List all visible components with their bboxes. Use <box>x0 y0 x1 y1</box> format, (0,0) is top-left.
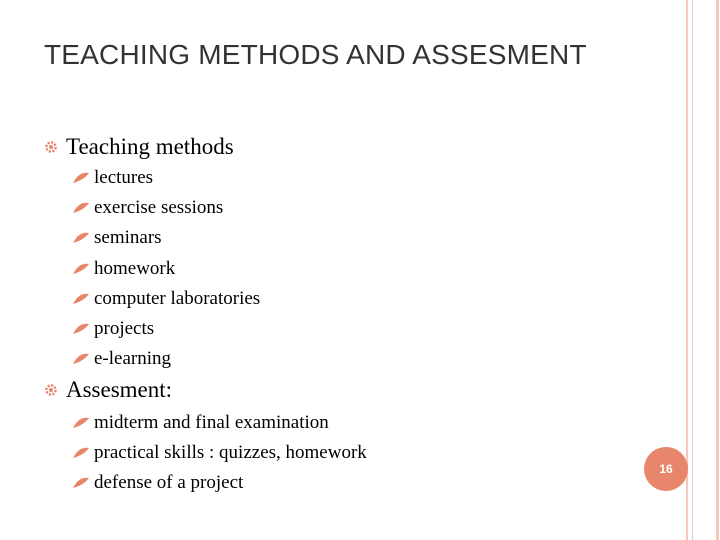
list-item-text: midterm and final examination <box>94 412 329 433</box>
list-item-text: defense of a project <box>94 472 244 494</box>
feather-icon <box>72 416 90 430</box>
section-heading-item <box>40 376 640 404</box>
assesment-list <box>40 408 367 499</box>
list-item <box>40 254 260 284</box>
list-item-text: seminars <box>94 227 162 249</box>
decorative-line <box>692 0 693 540</box>
feather-icon <box>72 446 90 460</box>
feather-icon <box>72 171 90 185</box>
list-item-text: exercise sessions <box>94 197 224 219</box>
list-item <box>40 408 367 438</box>
section-teaching-methods <box>40 133 640 161</box>
decorative-line <box>686 0 688 540</box>
slide-title: TEACHING METHODS AND ASSESMENT <box>44 39 587 70</box>
list-item-text: e-learning <box>94 348 172 370</box>
section-heading: Teaching methods <box>66 134 234 159</box>
gear-icon <box>44 383 58 397</box>
decorative-line <box>716 0 719 540</box>
section-heading-item <box>40 133 640 161</box>
list-item-text: practical skills : quizzes, homework <box>94 442 367 464</box>
list-item-text: lectures <box>94 167 154 188</box>
feather-icon <box>72 201 90 215</box>
list-item <box>40 314 260 344</box>
teaching-methods-list <box>40 163 260 374</box>
section-heading: Assesment: <box>66 377 173 402</box>
section-assesment <box>40 376 640 404</box>
feather-icon <box>72 476 90 490</box>
list-item-text: projects <box>94 318 155 340</box>
list-item <box>40 344 260 374</box>
list-item <box>40 468 367 498</box>
feather-icon <box>72 231 90 245</box>
list-item <box>40 163 260 193</box>
feather-icon <box>72 352 90 366</box>
list-item <box>40 223 260 253</box>
page-number-badge: 16 <box>644 447 688 491</box>
feather-icon <box>72 262 90 276</box>
list-item-text: computer laboratories <box>94 287 261 309</box>
list-item-text: homework <box>94 257 176 279</box>
feather-icon <box>72 322 90 336</box>
list-item <box>40 438 367 468</box>
list-item <box>40 193 260 223</box>
list-item <box>40 284 260 314</box>
gear-icon <box>44 140 58 154</box>
feather-icon <box>72 292 90 306</box>
